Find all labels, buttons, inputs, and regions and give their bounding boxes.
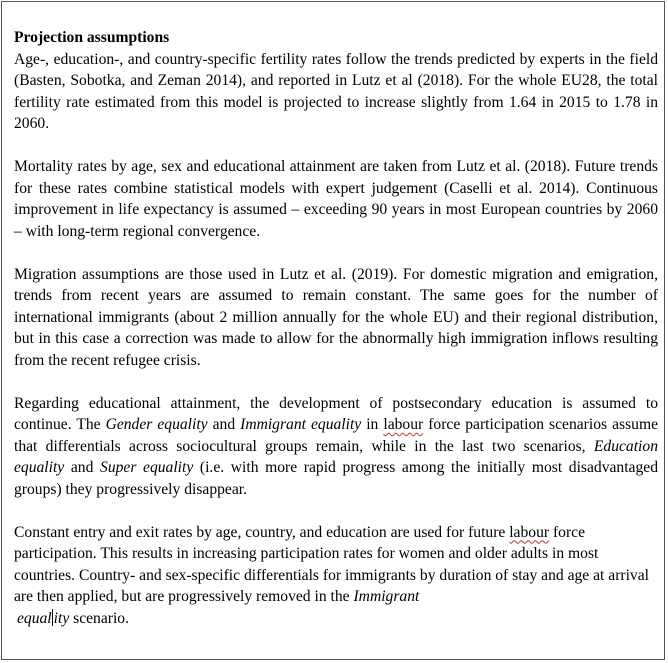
italic-term-equality-end: ity bbox=[53, 609, 70, 627]
paragraph-migration: Migration assumptions are those used in Lutz et al. (2019). For domestic migration and emigration, trends from recent years are assumed to remain constant. The same goes for the number of international immigrants (about 2 million annually for the whole EU) and their regional distribution, but in this case a correction was made to allow for the abnormally high immigration inflows resulting from the recent refugee crisis. bbox=[14, 265, 658, 369]
spellcheck-word-labour[interactable]: labour bbox=[509, 523, 550, 541]
text-run: (i.e. with more rapid progress among the initially most disadvantaged groups) they progressively disappear. bbox=[14, 459, 658, 498]
text-run: Regarding educational attainment, the development of postsecondary education is assumed to continue. The bbox=[14, 394, 658, 433]
italic-term-super-equality: Super equality bbox=[100, 459, 194, 476]
italic-term-immigrant-equality: Immigrant equality bbox=[240, 416, 362, 433]
section-heading: Projection assumptions bbox=[14, 29, 170, 46]
paragraph-labour-force bbox=[14, 522, 658, 630]
italic-term-equality-start: equal bbox=[17, 609, 52, 627]
paragraph-fertility: Age-, education-, and country-specific fertility rates follow the trends predicted by experts in the field (Basten, Sobotka, and Zeman 2014), and reported in Lutz et al (2018). For the whole EU28, the total fertility rate estimated from this model is projected to increase slightly from 1.64 in 2015 to 1.78 in 2060. bbox=[14, 50, 658, 132]
text-run: force participation scenarios assume that differentials across sociocultural groups remain, while in the last two scenarios, bbox=[14, 416, 658, 455]
document-frame bbox=[1, 1, 665, 660]
document-body bbox=[14, 27, 658, 651]
italic-term-education-equality: Education equality bbox=[14, 437, 658, 476]
text-run: force participation. This results in increasing participation rates for women and older adults in most countries. Country- and sex-specific differentials for immigrants by duration of stay and age at arrival are then applied, but are progressively removed in the bbox=[14, 523, 649, 605]
text-run: Constant entry and exit rates by age, country, and education are used for future bbox=[14, 523, 510, 541]
paragraph-mortality: Mortality rates by age, sex and educational attainment are taken from Lutz et al. (2018). Future trends for these rates combine statistical models with expert judgement (Caselli et al. 2014). Continuous improvement in life expectancy is assumed – exceeding 90 years in most European countries by 2060 – with long-term regional convergence. bbox=[14, 158, 658, 240]
spellcheck-word-labour[interactable]: labour bbox=[383, 416, 424, 433]
italic-term-gender-equality: Gender equality bbox=[105, 416, 208, 433]
text-run: in bbox=[361, 416, 384, 433]
text-run: scenario. bbox=[69, 609, 129, 627]
paragraph-education bbox=[14, 393, 658, 501]
text-run: and bbox=[207, 416, 241, 433]
italic-term-immigrant: Immigrant bbox=[353, 588, 420, 605]
text-run: and bbox=[64, 459, 101, 476]
